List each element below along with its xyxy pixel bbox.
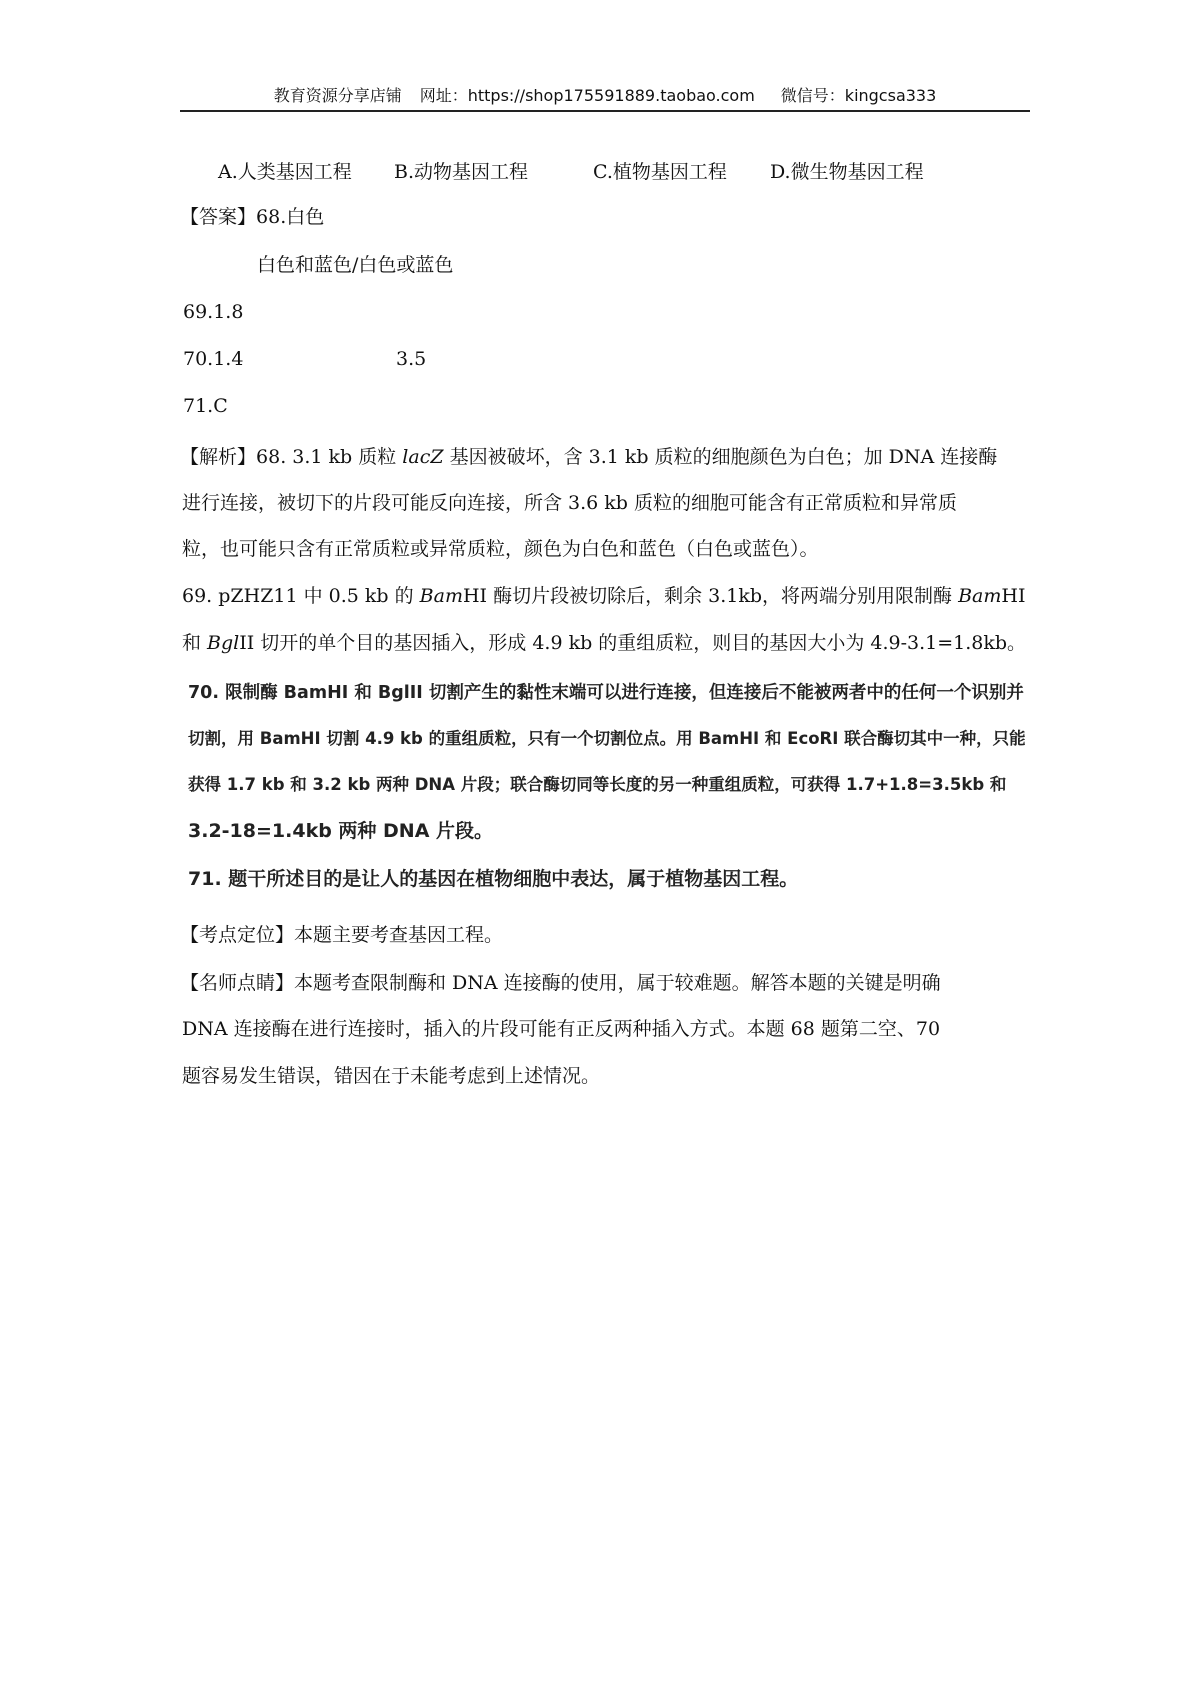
mingshi-line2: DNA 连接酶在进行连接时，插入的片段可能有正反两种插入方式。本题 68 题第二空、70: [182, 1018, 941, 1040]
answer-70b: 3.5: [396, 348, 427, 370]
analysis-label: 【解析】: [180, 446, 257, 468]
analysis-70-line3: 获得 1.7 kb 和 3.2 kb 两种 DNA 片段；联合酶切同等长度的另一种重组质粒，可获得 1.7+1.8=3.5kb 和: [188, 775, 1007, 794]
option-b: B.动物基因工程: [394, 161, 529, 183]
option-c: C.植物基因工程: [593, 161, 727, 183]
mingshi-label: 【名师点睛】: [180, 972, 295, 994]
answer-68-second: 白色和蓝色/白色或蓝色: [257, 254, 454, 276]
answer-71: 71.C: [183, 395, 228, 417]
analysis-70-line2: 切割，用 BamHI 切割 4.9 kb 的重组质粒，只有一个切割位点。用 BamHI 和 EcoRI 联合酶切其中一种，只能: [188, 729, 1026, 748]
analysis-69-line2: 和 BglII 切开的单个目的基因插入，形成 4.9 kb 的重组质粒，则目的基因大小为 4.9-3.1=1.8kb。: [182, 632, 1027, 654]
mingshi-line1: 【名师点睛】本题考查限制酶和 DNA 连接酶的使用，属于较难题。解答本题的关键是明确: [180, 972, 941, 994]
kaodian-label: 【考点定位】: [180, 924, 295, 946]
analysis-70-line4: 3.2-18=1.4kb 两种 DNA 片段。: [188, 820, 494, 842]
answer-69: 69.1.8: [183, 301, 244, 323]
analysis-68-line1: 【解析】68. 3.1 kb 质粒 lacZ 基因被破坏，含 3.1 kb 质粒的细胞颜色为白色；加 DNA 连接酶: [180, 446, 998, 468]
analysis-69-line1: 69. pZHZ11 中 0.5 kb 的 BamHI 酶切片段被切除后，剩余 3.1kb，将两端分别用限制酶 BamHI: [182, 585, 1026, 607]
analysis-68-line3: 粒，也可能只含有正常质粒或异常质粒，颜色为白色和蓝色（白色或蓝色）。: [182, 538, 819, 560]
header-shop: 教育资源分享店铺: [273, 86, 402, 105]
analysis-68-line2: 进行连接，被切下的片段可能反向连接，所含 3.6 kb 质粒的细胞可能含有正常质粒和异常质: [182, 492, 958, 514]
page-header: [180, 82, 1030, 112]
header-wechat: 微信号：kingcsa333: [780, 86, 937, 105]
answer-label: 【答案】: [180, 206, 257, 228]
mingshi-line3: 题容易发生错误，错因在于未能考虑到上述情况。: [182, 1065, 601, 1087]
option-a: A.人类基因工程: [218, 161, 352, 183]
kaodian: 【考点定位】本题主要考查基因工程。: [180, 924, 504, 946]
analysis-70-line1: 70. 限制酶 BamHI 和 BglII 切割产生的黏性末端可以进行连接，但连接后不能被两者中的任何一个识别并: [188, 683, 1024, 703]
option-d: D.微生物基因工程: [770, 161, 924, 183]
answer-68: 【答案】68.白色: [180, 206, 325, 228]
answer-70a: 70.1.4: [183, 348, 244, 370]
analysis-71: 71. 题干所述目的是让人的基因在植物细胞中表达，属于植物基因工程。: [188, 868, 799, 890]
header-url: 网址：https://shop175591889.taobao.com: [419, 86, 755, 105]
